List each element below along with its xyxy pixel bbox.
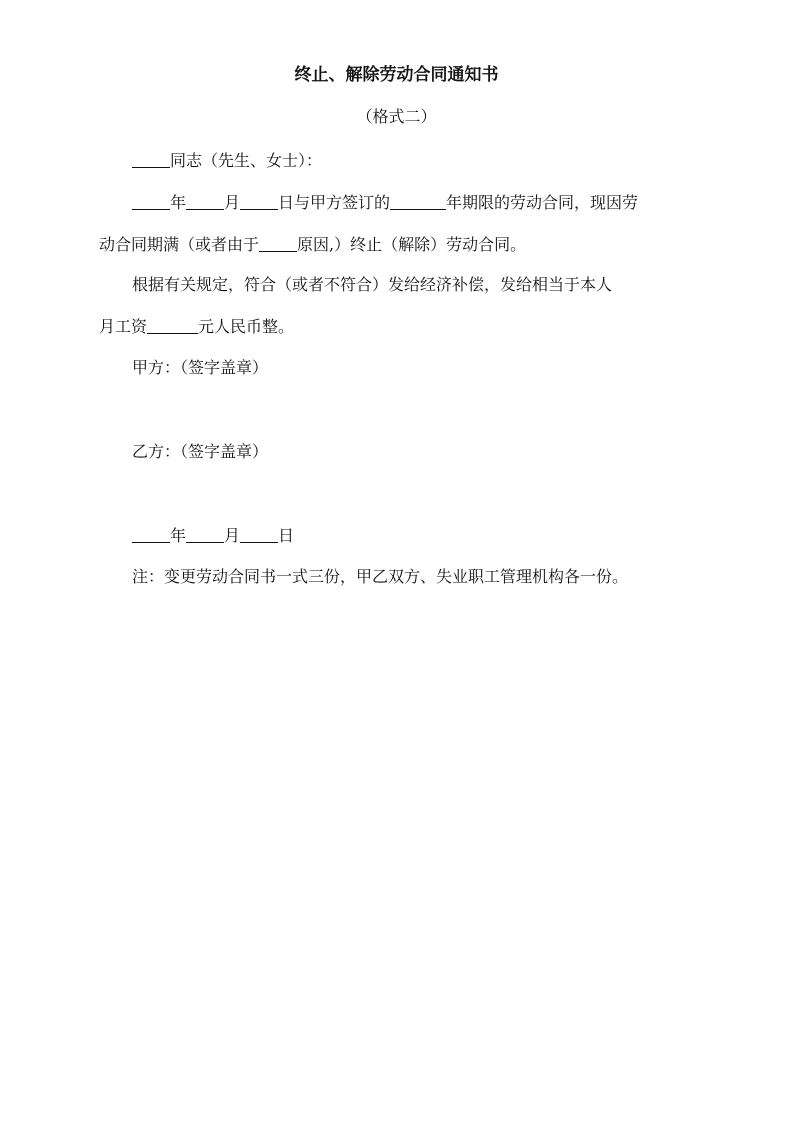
compensation-text: 根据有关规定，符合（或者不符合）发给经济补偿，发给相当于本人 <box>132 275 613 294</box>
compensation-line <box>132 274 612 296</box>
sign-year-blank <box>132 526 170 543</box>
term-text: 年期限的劳动合同，现因劳 <box>446 193 639 212</box>
sign-month-label: 月 <box>224 526 241 545</box>
day-blank <box>240 193 278 210</box>
reason-text-a: 动合同期满（或者由于 <box>99 235 260 254</box>
month-label: 月 <box>224 193 241 212</box>
party-b-signature: 乙方：（签字盖章） <box>132 442 269 461</box>
salutation-text: 同志（先生、女士）： <box>170 151 323 170</box>
salary-line <box>99 316 294 338</box>
document-title: 终止、解除劳动合同通知书 <box>294 65 499 85</box>
salutation-line <box>132 150 322 172</box>
year-label: 年 <box>170 193 187 212</box>
amount-unit: 元人民币整。 <box>198 317 295 336</box>
signature-date-line <box>132 525 294 547</box>
amount-blank <box>147 317 198 334</box>
contract-date-line <box>132 192 638 214</box>
sign-month-blank <box>186 526 224 543</box>
sign-day-blank <box>240 526 278 543</box>
sign-day-label: 日 <box>278 526 295 545</box>
termination-reason-line <box>99 234 526 256</box>
footnote: 注：变更劳动合同书一式三份，甲乙双方、失业职工管理机构各一份。 <box>132 567 629 586</box>
sign-year-label: 年 <box>170 526 187 545</box>
document-subtitle: （格式二） <box>356 107 437 126</box>
term-blank <box>390 193 446 210</box>
party-a-signature: 甲方：（签字盖章） <box>132 358 269 377</box>
year-blank <box>132 193 170 210</box>
salary-label: 月工资 <box>99 317 148 336</box>
reason-text-b: 原因,）终止（解除）劳动合同。 <box>297 235 527 254</box>
reason-blank <box>259 235 297 252</box>
name-blank <box>132 151 170 168</box>
month-blank <box>186 193 224 210</box>
day-sign-text: 日与甲方签订的 <box>278 193 391 212</box>
